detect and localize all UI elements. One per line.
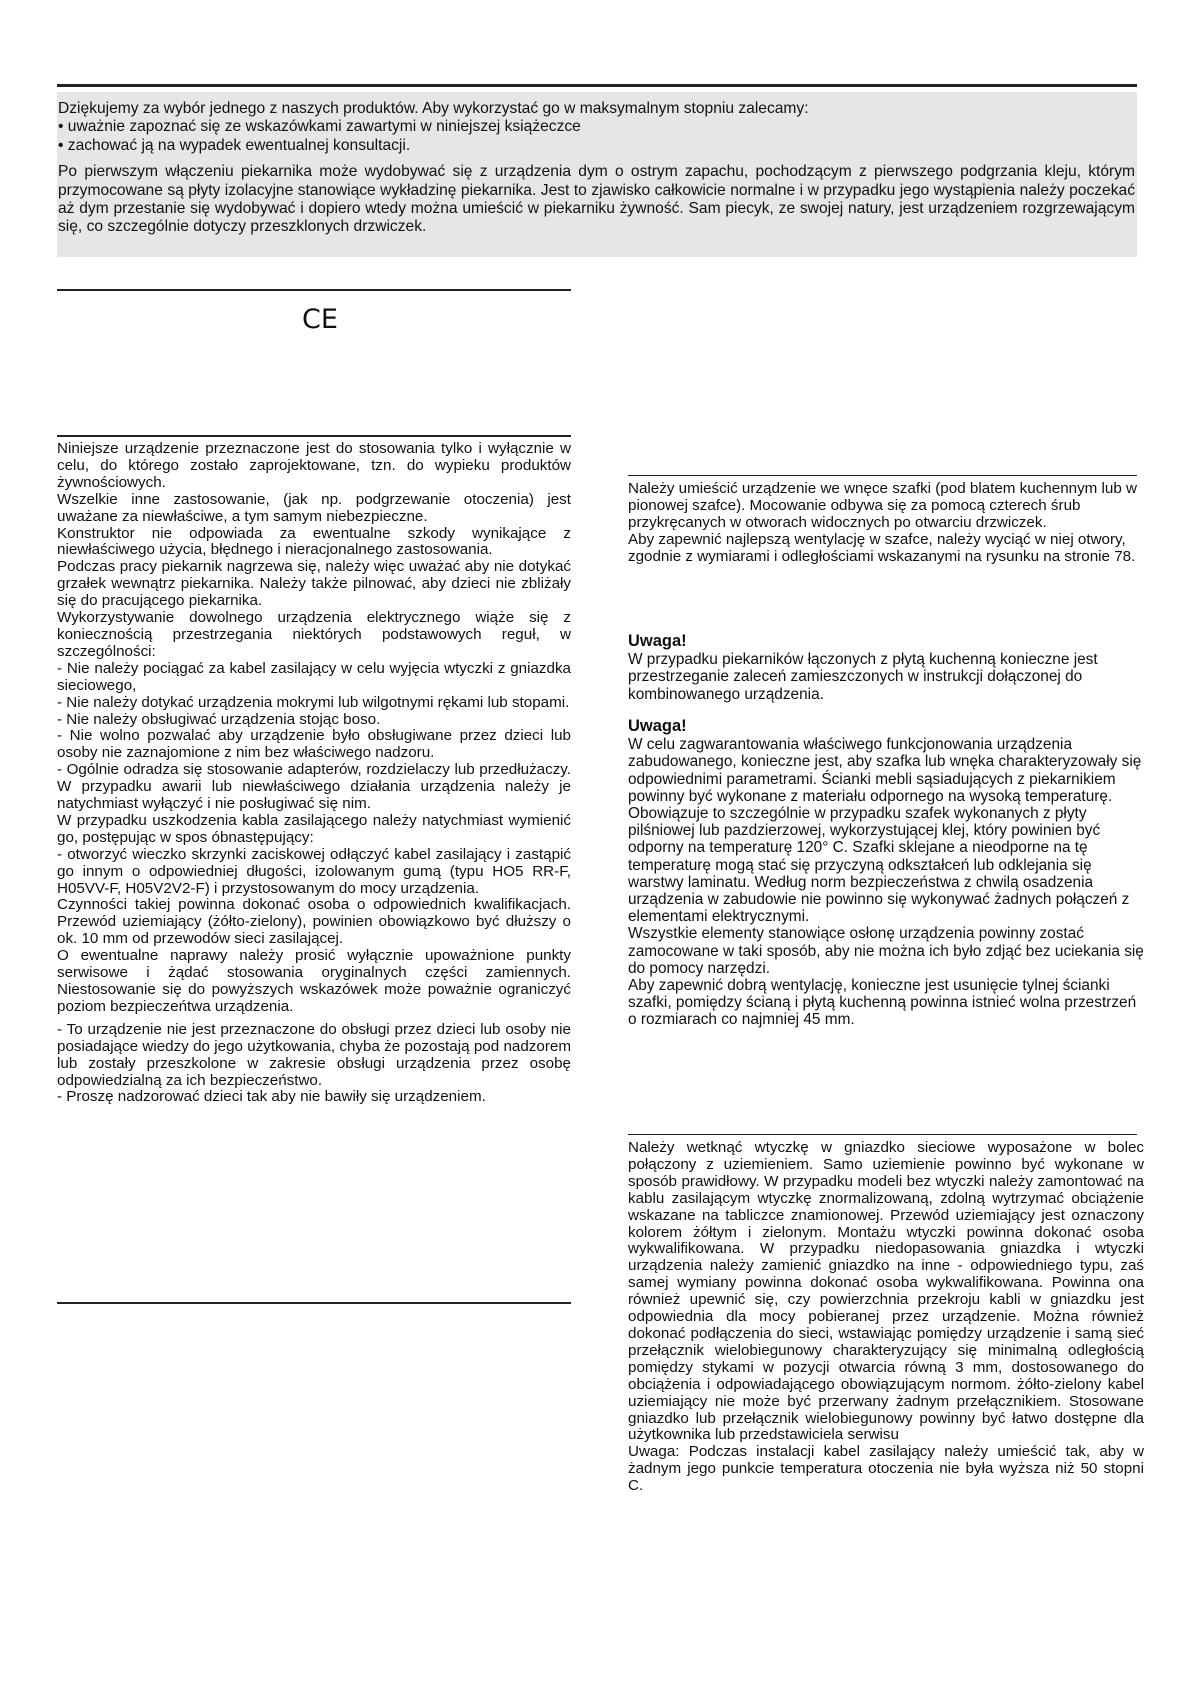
safety-paragraph: O ewentualne naprawy należy prosić wyłącznie upoważnione punkty serwisowe i żądać stosowania oryginalnych części zamiennych. Niestosowanie się do powyższych wskazówek może poważnie ograniczyć poziom bezpieczeńtwa urządzenia. xyxy=(57,947,571,1015)
safety-paragraph: - Nie należy pociągać za kabel zasilający w celu wyjęcia wtyczki z gniazdka sieciowego, xyxy=(57,659,571,694)
installation-paragraph: Należy umieścić urządzenie we wnęce szafki (pod blatem kuchennym lub w pionowej szafce). Mocowanie odbywa się za pomocą czterech śrub przykręcanych w otworach widocznych po otwarciu drzwiczek. xyxy=(628,480,1138,531)
safety-paragraph: - To urządzenie nie jest przeznaczone do obsługi przez dzieci lub osoby nie posiadające wiedzy do jego użytkowania, chyba że pozostają pod nadzorem lub zostały przeszkolone w zakresie obsługi urządzenia przez osobę odpowiedzialną za ich bezpieczeństwo. xyxy=(57,1020,571,1089)
electrical-section xyxy=(628,1140,1144,1495)
safety-paragraph: - otworzyć wieczko skrzynki zaciskowej odłączyć kabel zasilający i zastąpić go innym o odpowiedniej długości, izolowanym gumą (typu HO5 RR-F, H05VV-F, H05V2V2-F) i przystosowanym do mocy urządzenia. xyxy=(57,845,571,897)
ce-mark xyxy=(302,304,338,335)
warning-text: W celu zagwarantowania właściwego funkcjonowania urządzenia zabudowanego, konieczne jest, aby szafka lub wnęka charakteryzowały się odpowiednimi parametrami. Ścianki mebli sąsiadujących z piekarnikiem powinny być wykonane z materiału odpornego na wysoką temperaturę. Obowiązuje to szczególnie w przypadku szafek wykonanych z płyty pilśniowej lub pazdzierzowej, wykorzystującej klej, który powinien być odporny na temperaturę 120° C. Szafki sklejane a nieodporne na tę temperaturę mogą stać się przyczyną odkształceń lub odklejania się warstwy laminatu. Według norm bezpieczeństwa z chwilą osadzenia urządzenia w zabudowie nie powinno się wykonywać żadnych połączeń z elementami elektrycznymi. xyxy=(628,736,1142,926)
intro-line: • zachować ją na wypadek ewentualnej konsultacji. xyxy=(58,136,411,154)
intro-line: Dziękujemy za wybór jednego z naszych produktów. Aby wykorzystać go w maksymalnym stopniu zalecamy: xyxy=(58,100,809,117)
top-rule xyxy=(57,84,1137,87)
warning-box-2 xyxy=(628,718,1144,1029)
left-rule-1 xyxy=(57,289,571,291)
safety-paragraph: - Nie należy obsługiwać urządzenia stojąc boso. xyxy=(57,710,381,728)
installation-section xyxy=(628,481,1144,566)
safety-paragraph: Czynności takiej powinna dokonać osoba o odpowiednich kwalifikacjach. Przewód uziemiający (żółto-zielony), powinien obowiązkowo być dłuższy o ok. 10 mm od przewodów sieci zasilającej. xyxy=(57,896,571,948)
electrical-paragraph: Uwaga: Podczas instalacji kabel zasilający należy umieścić tak, aby w żadnym jego punkcie temperatura otoczenia nie była wyższa niż 50 stopni C. xyxy=(628,1443,1144,1495)
warning-text: W przypadku piekarników łączonych z płytą kuchenną konieczne jest przestrzeganie zaleceń zamieszczonych w instrukcji dołączonej do kombinowanego urządzenia. xyxy=(628,651,1098,703)
safety-paragraph: - Proszę nadzorować dzieci tak aby nie bawiły się urządzeniem. xyxy=(57,1088,486,1106)
safety-paragraph: W przypadku uszkodzenia kabla zasilającego należy natychmiast wymienić go, postępując w spos óbnastępujący: xyxy=(57,811,571,846)
safety-paragraph: - Ogólnie odradza się stosowanie adapterów, rozdzielaczy lub przedłużaczy. W przypadku awarii lub niewłaściwego działania urządzenia należy je natychmiast wyłączyć i nie posługiwać się nim. xyxy=(57,761,571,813)
right-rule-1 xyxy=(628,475,1137,476)
warning-heading: Uwaga! xyxy=(628,717,687,735)
safety-paragraph: Wykorzystywanie dowolnego urządzenia elektrycznego wiąże się z koniecznością przestrzegania niektórych podstawowych reguł, w szczególności: xyxy=(57,609,571,660)
intro-paragraph: Po pierwszym włączeniu piekarnika może wydobywać się z urządzenia dym o ostrym zapachu, pochodzącym z pierwszego podgrzania kleju, którym przymocowane są płyty izolacyjne stanowiące wykładzinę piekarnika. Jest to zjawisko całkowicie normalne i w przypadku jego wystąpienia należy poczekać aż dym przestanie się wydobywać i dopiero wtedy można umieścić w piekarniku żywność. Sam piecyk, ze swojej natury, jest urządzeniem rozgrzewającym się, co szczególnie dotyczy przeszklonych drzwiczek. xyxy=(58,163,1135,236)
safety-paragraph: Niniejsze urządzenie przeznaczone jest do stosowania tylko i wyłącznie w celu, do którego zostało zaprojektowane, tzn. do wypieku produktów żywnościowych. xyxy=(57,440,571,491)
left-rule-2 xyxy=(57,435,571,437)
right-rule-2 xyxy=(628,1134,1137,1135)
safety-paragraph: - Nie należy dotykać urządzenia mokrymi lub wilgotnymi rękami lub stopami. xyxy=(57,693,570,711)
installation-paragraph: Aby zapewnić najlepszą wentylację w szafce, należy wyciąć w niej otwory, zgodnie z wymiarami i odległościami wskazanymi na rysunku na stronie 78. xyxy=(628,530,1136,565)
electrical-paragraph: Należy wetknąć wtyczkę w gniazdko sieciowe wyposażone w bolec połączony z uziemieniem. Samo uziemienie powinno być wykonane w sposób prawidłowy. W przypadku modeli bez wtyczki należy zamontować na kablu zasilającym wtyczkę znormalizowaną, zdolną wytrzymać obciążenie wskazane na tabliczce znamionowej. Przewód uziemiający jest oznaczony kolorem żółtym i zielonym. Montażu wtyczki powinna dokonać osoba wykwalifikowana. W przypadku niedopasowania gniazdka i wtyczki urządzenia należy zamienić gniazdko na inne - odpowiedniego typu, zaś samej wymiany powinna dokonać osoba wykwalifikowana. Powinna ona również upewnić się, czy powierzchnia przekroju kabli w gniazdku jest odpowiednia dla mocy pobieranej przez urządzenie. Można również dokonać podłączenia do sieci, wstawiając pomiędzy urządzenie i samą sieć przełącznik wielobiegunowy charakteryzujący się minimalną odległością pomiędzy stykami w pozycji otwarcia równą 3 mm, dostosowanego do obciążenia i odpowiadającego obowiązującym normom. żółto-zielony kabel uziemiający nie może być przerwany żadnym przełącznikiem. Stosowane gniazdko lub przełącznik wielobiegunowy powinny być łatwo dostępne dla użytkownika lub przedstawiciela serwisu xyxy=(628,1139,1144,1444)
warning-text: Aby zapewnić dobrą wentylację, konieczne jest usunięcie tylnej ścianki szafki, pomiędzy ścianą i płytą kuchenną powinna istnieć wolna przestrzeń o rozmiarach co najmniej 45 mm. xyxy=(628,977,1137,1029)
warning-text: Wszystkie elementy stanowiące osłonę urządzenia powinny zostać zamocowane w taki sposób, aby nie można ich było zdjąć bez uciekania się do pomocy narzędzi. xyxy=(628,925,1144,977)
safety-paragraph: - Nie wolno pozwalać aby urządzenie było obsługiwane przez dzieci lub osoby nie zaznajomione z nim bez właściwego nadzoru. xyxy=(57,727,571,762)
warning-box-1 xyxy=(628,633,1144,703)
warning-heading: Uwaga! xyxy=(628,632,687,650)
intro-line: • uważnie zapoznać się ze wskazówkami zawartymi w niniejszej książeczce xyxy=(58,118,581,136)
ce-mark-text: CE xyxy=(302,304,338,335)
intro-box xyxy=(57,92,1137,257)
safety-paragraph: Wszelkie inne zastosowanie, (jak np. podgrzewanie otoczenia) jest uważane za niewłaściwe, a tym samym niebezpieczne. xyxy=(57,490,571,525)
left-column-safety xyxy=(57,441,571,1106)
left-rule-3 xyxy=(57,1302,571,1304)
safety-paragraph: Podczas pracy piekarnik nagrzewa się, należy więc uważać aby nie dotykać grzałek wewnątrz piekarnika. Należy także pilnować, aby dzieci nie zbliżały się do pracującego piekarnika. xyxy=(57,558,571,610)
safety-paragraph: Konstruktor nie odpowiada za ewentualne szkody wynikające z niewłaściwego użycia, błędnego i nieracjonalnego zastosowania. xyxy=(57,524,571,559)
